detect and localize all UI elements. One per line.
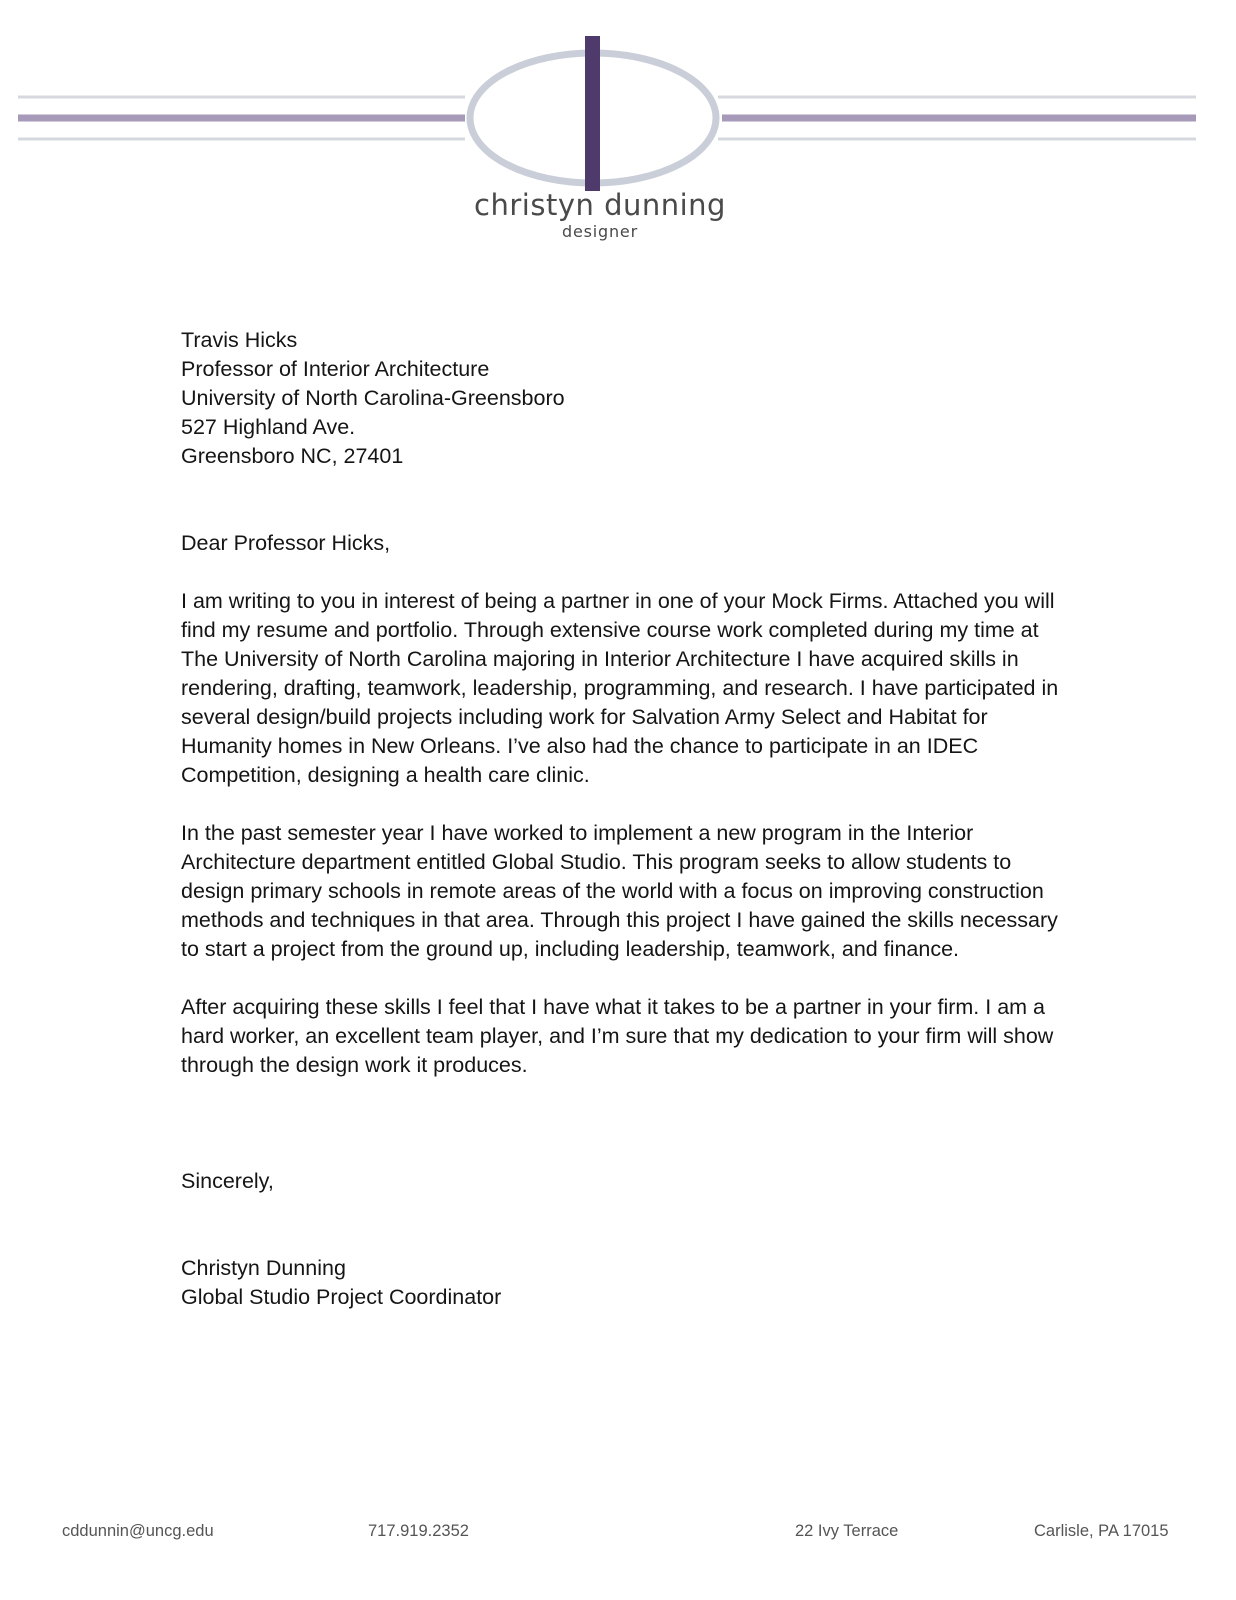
footer-street: 22 Ivy Terrace: [795, 1522, 899, 1540]
signature-role: Global Studio Project Coordinator: [181, 1285, 502, 1309]
brand-title: designer: [562, 222, 638, 241]
recipient-street: 527 Highland Ave.: [181, 415, 356, 439]
letterhead: [0, 0, 1236, 260]
paragraph-3: After acquiring these skills I feel that I have what it takes to be a partner in your firm. I am a hard worker, an excellent team player, and I’m sure that my dedication to your firm will show through the design work it produces.: [181, 995, 1054, 1077]
closing: Sincerely,: [181, 1169, 274, 1193]
recipient-name: Travis Hicks: [181, 328, 298, 352]
recipient-institution: University of North Carolina-Greensboro: [181, 386, 565, 410]
monogram-logo: [0, 0, 1236, 200]
signature-block: [181, 1254, 1061, 1312]
recipient-city: Greensboro NC, 27401: [181, 444, 404, 468]
recipient-address: [181, 326, 1061, 471]
paragraph-2: In the past semester year I have worked to implement a new program in the Interior Architecture department entitled Global Studio. This program seeks to allow students to design primary schools in remote areas of the world with a focus on improving construction methods and techniques in that area. Through this project I have gained the skills necessary to start a project from the ground up, including leadership, teamwork, and finance.: [181, 821, 1058, 961]
logo-vertical-bar: [585, 36, 600, 191]
footer-phone: 717.919.2352: [368, 1522, 469, 1540]
letter-body: [181, 326, 1061, 1312]
brand-name: christyn dunning: [474, 188, 726, 222]
footer-contact: [0, 1522, 1236, 1552]
footer-city: Carlisle, PA 17015: [1034, 1522, 1169, 1540]
recipient-position: Professor of Interior Architecture: [181, 357, 490, 381]
paragraph-1: I am writing to you in interest of being a partner in one of your Mock Firms. Attached you will find my resume and portfolio. Through extensive course work completed during my time at The University of North Carolina majoring in Interior Architecture I have acquired skills in rendering, drafting, teamwork, leadership, programming, and research. I have participated in several design/build projects including work for Salvation Army Select and Habitat for Humanity homes in New Orleans. I’ve also had the chance to participate in an IDEC Competition, designing a health care clinic.: [181, 589, 1059, 787]
salutation: Dear Professor Hicks,: [181, 531, 391, 555]
signature-name: Christyn Dunning: [181, 1256, 346, 1280]
footer-email: cddunnin@uncg.edu: [62, 1522, 214, 1540]
